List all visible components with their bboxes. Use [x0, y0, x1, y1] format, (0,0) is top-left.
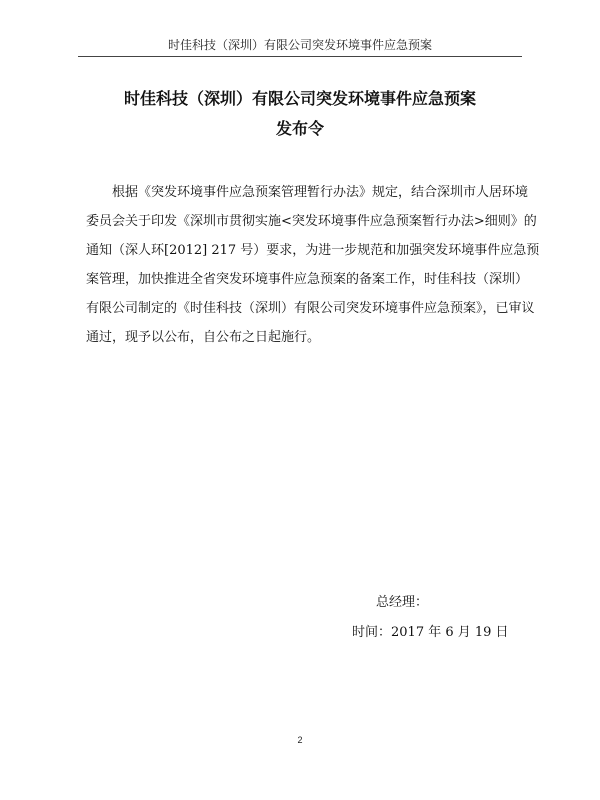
body-line: 通知（深人环[2012] 217 号）要求，为进一步规范和加强突发环境事件应急预: [86, 243, 540, 258]
page-number: 2: [297, 735, 303, 745]
date-line: 时间：2017 年 6 月 19 日: [352, 625, 509, 640]
body-line: 案管理，加快推进全省突发环境事件应急预案的备案工作，时佳科技（深圳）: [86, 272, 529, 287]
header-divider: [78, 56, 522, 57]
body-line: 有限公司制定的《时佳科技（深圳）有限公司突发环境事件应急预案》，已审议: [86, 301, 535, 316]
signer-label: 总经理：: [376, 595, 429, 610]
running-header: 时佳科技（深圳）有限公司突发环境事件应急预案: [167, 38, 432, 52]
document-subtitle: 发布令: [275, 119, 324, 138]
body-paragraph: [86, 178, 540, 352]
body-line: 委员会关于印发《深圳市贯彻实施<突发环境事件应急预案暂行办法>细则》的: [86, 214, 537, 229]
body-line: 根据《突发环境事件应急预案管理暂行办法》规定，结合深圳市人居环境: [86, 185, 529, 200]
document-title: 时佳科技（深圳）有限公司突发环境事件应急预案: [123, 89, 476, 108]
body-line: 通过，现予以公布，自公布之日起施行。: [86, 330, 321, 345]
